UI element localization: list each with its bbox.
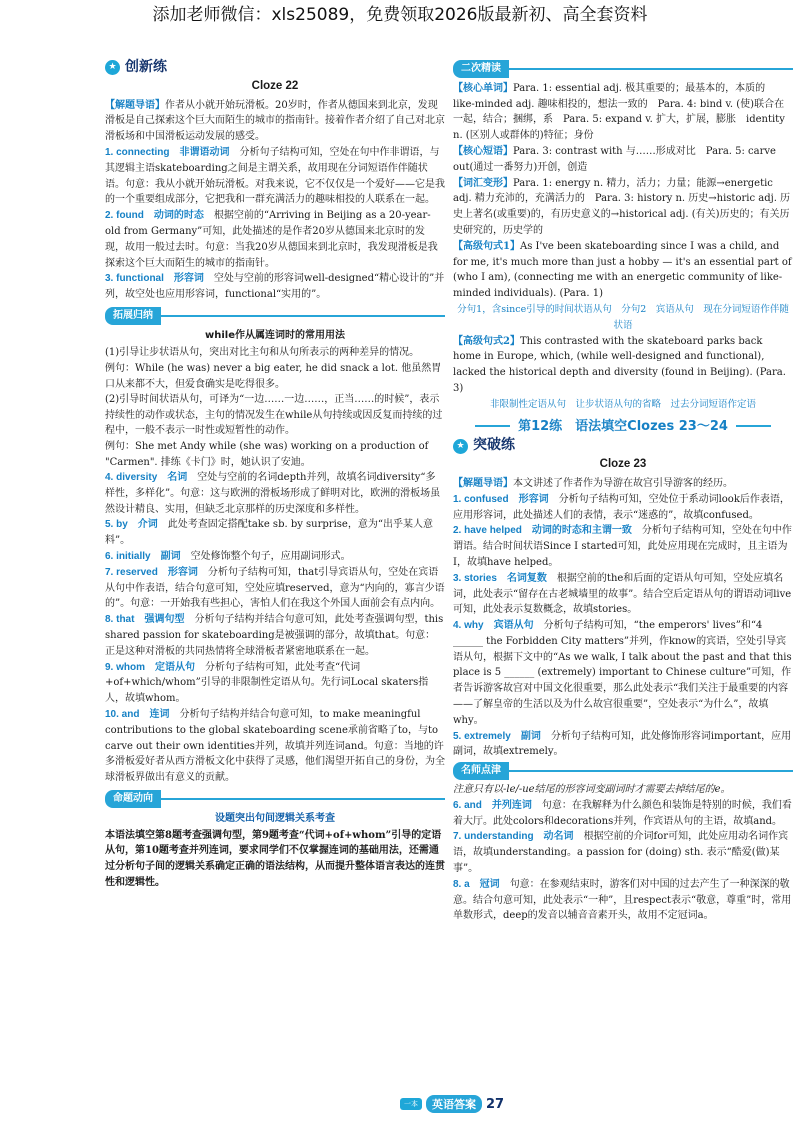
answer-head: 7. understanding 动名词 (453, 831, 574, 843)
guide-paragraph (105, 98, 445, 145)
ribbon-line (161, 315, 445, 317)
page-footer (400, 1095, 504, 1113)
answer-head: 4. diversity 名词 (105, 472, 188, 484)
answer-text: 此处考查固定搭配take sb. by surprise，意为“出乎某人意料”。 (105, 519, 433, 547)
answer-item (105, 145, 445, 208)
answer-item (105, 612, 445, 659)
answer-item (105, 565, 445, 612)
s1-note: 分句1，含since引导的时间状语从句 (457, 303, 612, 315)
answer-head: 5. by 介词 (105, 519, 158, 531)
answer-head: 1. connecting 非谓语动词 (105, 146, 230, 158)
answer-text: 空处与空前的形容词well-designed“精心设计的”并列，故空处也应用形容词，functional“实用的”。 (105, 273, 445, 301)
answer-item (453, 492, 793, 524)
advanced-sentence-1 (453, 239, 793, 302)
ribbon-line (509, 68, 793, 70)
lesson-heading (453, 419, 793, 435)
answer-text: 分析句子结构可知，此处修饰形容词important，应用副词，故填extremely。 (453, 730, 792, 758)
answer-head: 3. stories 名词复数 (453, 572, 547, 584)
brand-logo-icon: 一本 (400, 1098, 422, 1110)
s1-note: 分句2 (621, 303, 647, 315)
s2-text: This contrasted with the skateboard parks back home in Europe, which, (while well-designed and functional), lacked the historical depth and diversity (found in Beijing). (Para. 3) (453, 335, 786, 394)
ribbon-label: 拓展归纳 (105, 307, 161, 325)
answer-item (105, 517, 445, 549)
top-banner: 添加老师微信：xls25089，免费领取2026版最新初、高全套资料 (152, 5, 648, 25)
s2-note: 让步状语从句的省略 (575, 398, 661, 410)
ribbon-line (161, 798, 445, 800)
ribbon-label: 二次精读 (453, 60, 509, 78)
phrase-label: 【核心短语】 (453, 145, 513, 157)
core-label: 【核心单词】 (453, 82, 513, 94)
answer-text: 分析句子结构可知，此处考查“代词+of+which/whom”引导的非限制性定语从句。先行词Local skaters指人，故填whom。 (105, 661, 429, 705)
answer-head: 4. why 宾语从句 (453, 620, 534, 632)
phrase-text: Para. 3: contrast with 与……形成对比 Para. 5: carve out(通过一番努力)开创，创造 (453, 145, 776, 173)
expand-example: 例句：While (he was) never a big eater, he did snack a lot. 他虽然胃口从来都不大，但爱食确实是吃得很多。 (105, 362, 442, 390)
s2-note: 过去分词短语作定语 (670, 398, 757, 410)
exam-ribbon (105, 790, 445, 808)
answer-head: 2. have helped 动词的时态和主谓一致 (453, 525, 632, 537)
guide-label: 【解题导语】 (105, 99, 165, 111)
section-title: 突破练 (473, 437, 515, 454)
answer-head: 7. reserved 形容词 (105, 566, 198, 578)
section-heading (105, 60, 445, 76)
answer-text: 分析句子结构可知，空处在句中作谓语。结合时间状语Since I started可知，此处应用现在完成时，且主语为I，故填have helped。 (453, 525, 792, 568)
core-text: Para. 1: essential adj. 极其重要的；最基本的，本质的 like-minded adj. 趣味相投的，想法一致的 Para. 4: bind v. (使)联合在一起，结合；捆绑，系 Para. 5: expand v. 扩大，扩展，膨胀 identity n. (区别人或群体的)特征；身份 (453, 82, 785, 142)
answer-head: 10. and 连词 (105, 709, 170, 721)
exam-title: 设题突出句间逻辑关系考查 (215, 812, 335, 824)
answer-text: 空处与空前的名词depth并列，故填名词diversity“多样性，多样化”。句意：这与欧洲的滑板场形成了鲜明对比，欧洲的滑板场虽然设计精良、实用，但缺乏北京那样的历史深度和多样性。 (105, 472, 441, 515)
answer-head: 8. that 强调句型 (105, 614, 185, 626)
answer-head: 6. and 并列连词 (453, 799, 532, 811)
answer-item (105, 271, 445, 303)
right-column (453, 60, 793, 924)
guide-text: 作者从小就开始玩滑板。20岁时，作者从德国来到北京，发现滑板是自己探索这个巨大而陌生的城市的指南针。接着作者介绍了自己对北京滑板场和中国滑板运动发展的感受。 (105, 99, 445, 143)
answer-text: 根据空前的“Arriving in Beijing as a 20-year-old from Germany”可知，此处描述的是作者20岁从德国来北京时的发现，故用一般过去时。句意：当我20岁从德国来到北京时，我发现滑板是我探索这个巨大而陌生的城市的指南针。 (105, 210, 438, 269)
s1-notes (453, 302, 793, 334)
answer-head: 9. whom 定语从句 (105, 661, 196, 673)
left-column (105, 60, 445, 891)
guide-label: 【解题导语】 (453, 477, 513, 489)
expand-title: while作从属连词时的常用用法 (205, 329, 345, 341)
answer-head: 5. extremely 副词 (453, 730, 541, 742)
answer-head: 6. initially 副词 (105, 551, 181, 563)
core-words (453, 81, 793, 144)
s1-note: 现在分词短语作伴随状语 (613, 303, 789, 331)
tip-ribbon (453, 762, 793, 780)
expand-ribbon (105, 307, 445, 325)
answer-text: 空处修饰整个句子，应用副词形式。 (190, 551, 351, 563)
expand-point: (2)引导时间状语从句，可译为“一边……一边……，正当……的时候”，表示持续性的动作或状态，主句的情况发生在while从句持续或因反复而持续的过程中，一般不表示一时性或短暂性的动作。 (105, 394, 443, 437)
answer-item (453, 571, 793, 618)
core-phrases (453, 144, 793, 176)
answer-head: 8. a 冠词 (453, 878, 500, 890)
word-forms (453, 176, 793, 239)
answer-item (453, 798, 793, 830)
section-badge-icon: ★ (105, 60, 120, 75)
answer-text: 分析句子结构并结合句意可知，此处考查强调句型，this shared passion for skateboarding是被强调的部分，故填that。句意：正是这种对滑板的共同热情将全球滑板者紧密地联系在一起。 (105, 614, 444, 657)
vary-text: Para. 1: energy n. 精力，活力；力量；能源→energetic adj. 精力充沛的，充满活力的 Para. 3: history n. 历史→historic adj. 历史上著名(或重要)的，有历史意义的→historical adj. (有关)历史的；有关历史研究的，历史学的 (453, 177, 791, 236)
s1-label: 【高级句式1】 (453, 240, 520, 252)
answer-head: 2. found 动词的时态 (105, 210, 204, 222)
answer-item (453, 618, 793, 729)
cloze-title: Cloze 23 (599, 458, 647, 471)
s2-note: 非限制性定语从句 (489, 398, 566, 410)
section-badge-icon: ★ (453, 439, 468, 454)
section-title: 创新练 (125, 59, 167, 75)
answer-text: 分析句子结构并结合句意可知，to make meaningful contributions to the global skateboarding scene承前省略了to，与to carve out their own identities并列，故填并列连词and。句意：当地的许多滑板爱好者从西方滑板文化中获得了灵感，他们渴望开拓自己的身份，为全球滑板界做出有意义的贡献。 (105, 709, 445, 784)
answer-item (453, 877, 793, 924)
s2-label: 【高级句式2】 (453, 335, 520, 347)
answer-item (105, 470, 445, 517)
answer-page (105, 60, 800, 1100)
answer-text: 分析句子结构可知，“the emperors' lives”和“4 ______ the Forbidden City matters”并列，作know的宾语，空处引导宾语从句，根据下文中的“As we walk, I talk about the past and that this place is 5 ______ (extremely) important to Chinese culture”可知，作者告诉游客故宫对中国文化很重要，那么此处表示“我们关注于最重要的内容——了解皇帝的生活以及为什么故宫很重要”，空处表示“为什么”，故填why。 (453, 620, 792, 726)
expand-point: (1)引导让步状语从句，突出对比主句和从句所表示的两种差异的情况。 (105, 347, 420, 359)
page-number: 27 (486, 1096, 505, 1112)
answer-item (453, 729, 793, 761)
answer-text: 根据空前的介词for可知，此处应用动名词作宾语，故填understanding。a passion for (doing) sth. 表示“酷爱(做)某事”。 (453, 831, 789, 875)
guide-paragraph (453, 476, 793, 492)
answer-item (105, 549, 445, 565)
s2-notes (453, 397, 793, 413)
advanced-sentence-2 (453, 334, 793, 397)
exam-text: 本语法填空第8题考查强调句型，第9题考查“代词+of+whom”引导的定语从句，第10题考查并列连词，要求同学们不仅掌握连词的基础用法，还需通过分析句子间的逻辑关系确定正确的语法结构，从而提升整体语言表达的连贯性和逻辑性。 (105, 829, 445, 889)
s1-note: 宾语从句 (655, 303, 694, 315)
review-ribbon (453, 60, 793, 78)
section-heading (453, 438, 793, 454)
answer-head: 3. functional 形容词 (105, 273, 204, 285)
lesson-bar (475, 425, 510, 427)
vary-label: 【词汇变形】 (453, 177, 513, 189)
answer-item (453, 523, 793, 570)
lesson-bar (736, 425, 771, 427)
s1-text: As I've been skateboarding since I was a child, and for me, it's much more than just a hobby — it's an essential part of (who I am), (connecting me with an energetic community of like-minded individuals). (Para. 1) (453, 240, 792, 300)
answer-text: 分析句子结构可知，空处位于系动词look后作表语，应用形容词，此处描述人们的表情，表示“迷惑的”，故填confused。 (453, 493, 790, 521)
guide-text: 本文讲述了作者作为导游在故宫引导游客的经历。 (513, 477, 733, 489)
answer-item (105, 707, 445, 786)
answer-text: 句意：在我解释为什么颜色和装饰是特别的时候，我们看着大厅。此处colors和decorations并列，作宾语从句的主语，故填and。 (453, 799, 792, 827)
footer-label: 英语答案 (426, 1095, 482, 1113)
ribbon-label: 命题动向 (105, 790, 161, 808)
answer-text: 分析句子结构可知，that引导宾语从句，空处在宾语从句中作表语，结合句意可知，空处应填reserved，意为“内向的，寡言少语的”。句意：一开始我有些担心，害怕人们在我这个外国人面前会有点内向。 (105, 566, 445, 610)
answer-text: 分析句子结构可知，空处在句中作非谓语，与其逻辑主语skateboarding之间是主谓关系，故用现在分词短语作伴随状语。句意：我从小就开始玩滑板。对我来说，它不仅仅是一个爱好——它是我的一个重要组成部分，它把我和一群充满活力的趣味相投的人联系在一起。 (105, 146, 445, 206)
ribbon-line (509, 770, 793, 772)
answer-item (453, 829, 793, 876)
answer-text: 句意：在参观结束时，游客们对中国的过去产生了一种深深的敬意。结合句意可知，此处表示“一种”，且respect表示“敬意，尊重”时，常用单数形式，deep的发音以辅音音素开头，故用不定冠词a。 (453, 878, 792, 922)
answer-text: 根据空前的the和后面的定语从句可知，空处应填名词，此处表示“留存在古老城墙里的故事”。结合空后定语从句的谓语动词live可知，此处表示复数概念，故填stories。 (453, 572, 792, 616)
lesson-title: 第12练 语法填空Clozes 23～24 (518, 418, 728, 434)
tip-text: 注意只有以-le/-ue结尾的形容词变副词时才需要去掉结尾的e。 (453, 784, 731, 796)
ribbon-label: 名师点津 (453, 762, 509, 780)
expand-box (105, 328, 445, 470)
expand-example: 例句：She met Andy while (she was) working on a production of "Carmen". 排练《卡门》时，她认识了安迪。 (105, 440, 429, 468)
answer-head: 1. confused 形容词 (453, 493, 549, 505)
answer-item (105, 660, 445, 707)
answer-item (105, 208, 445, 271)
cloze-title: Cloze 22 (251, 79, 299, 92)
